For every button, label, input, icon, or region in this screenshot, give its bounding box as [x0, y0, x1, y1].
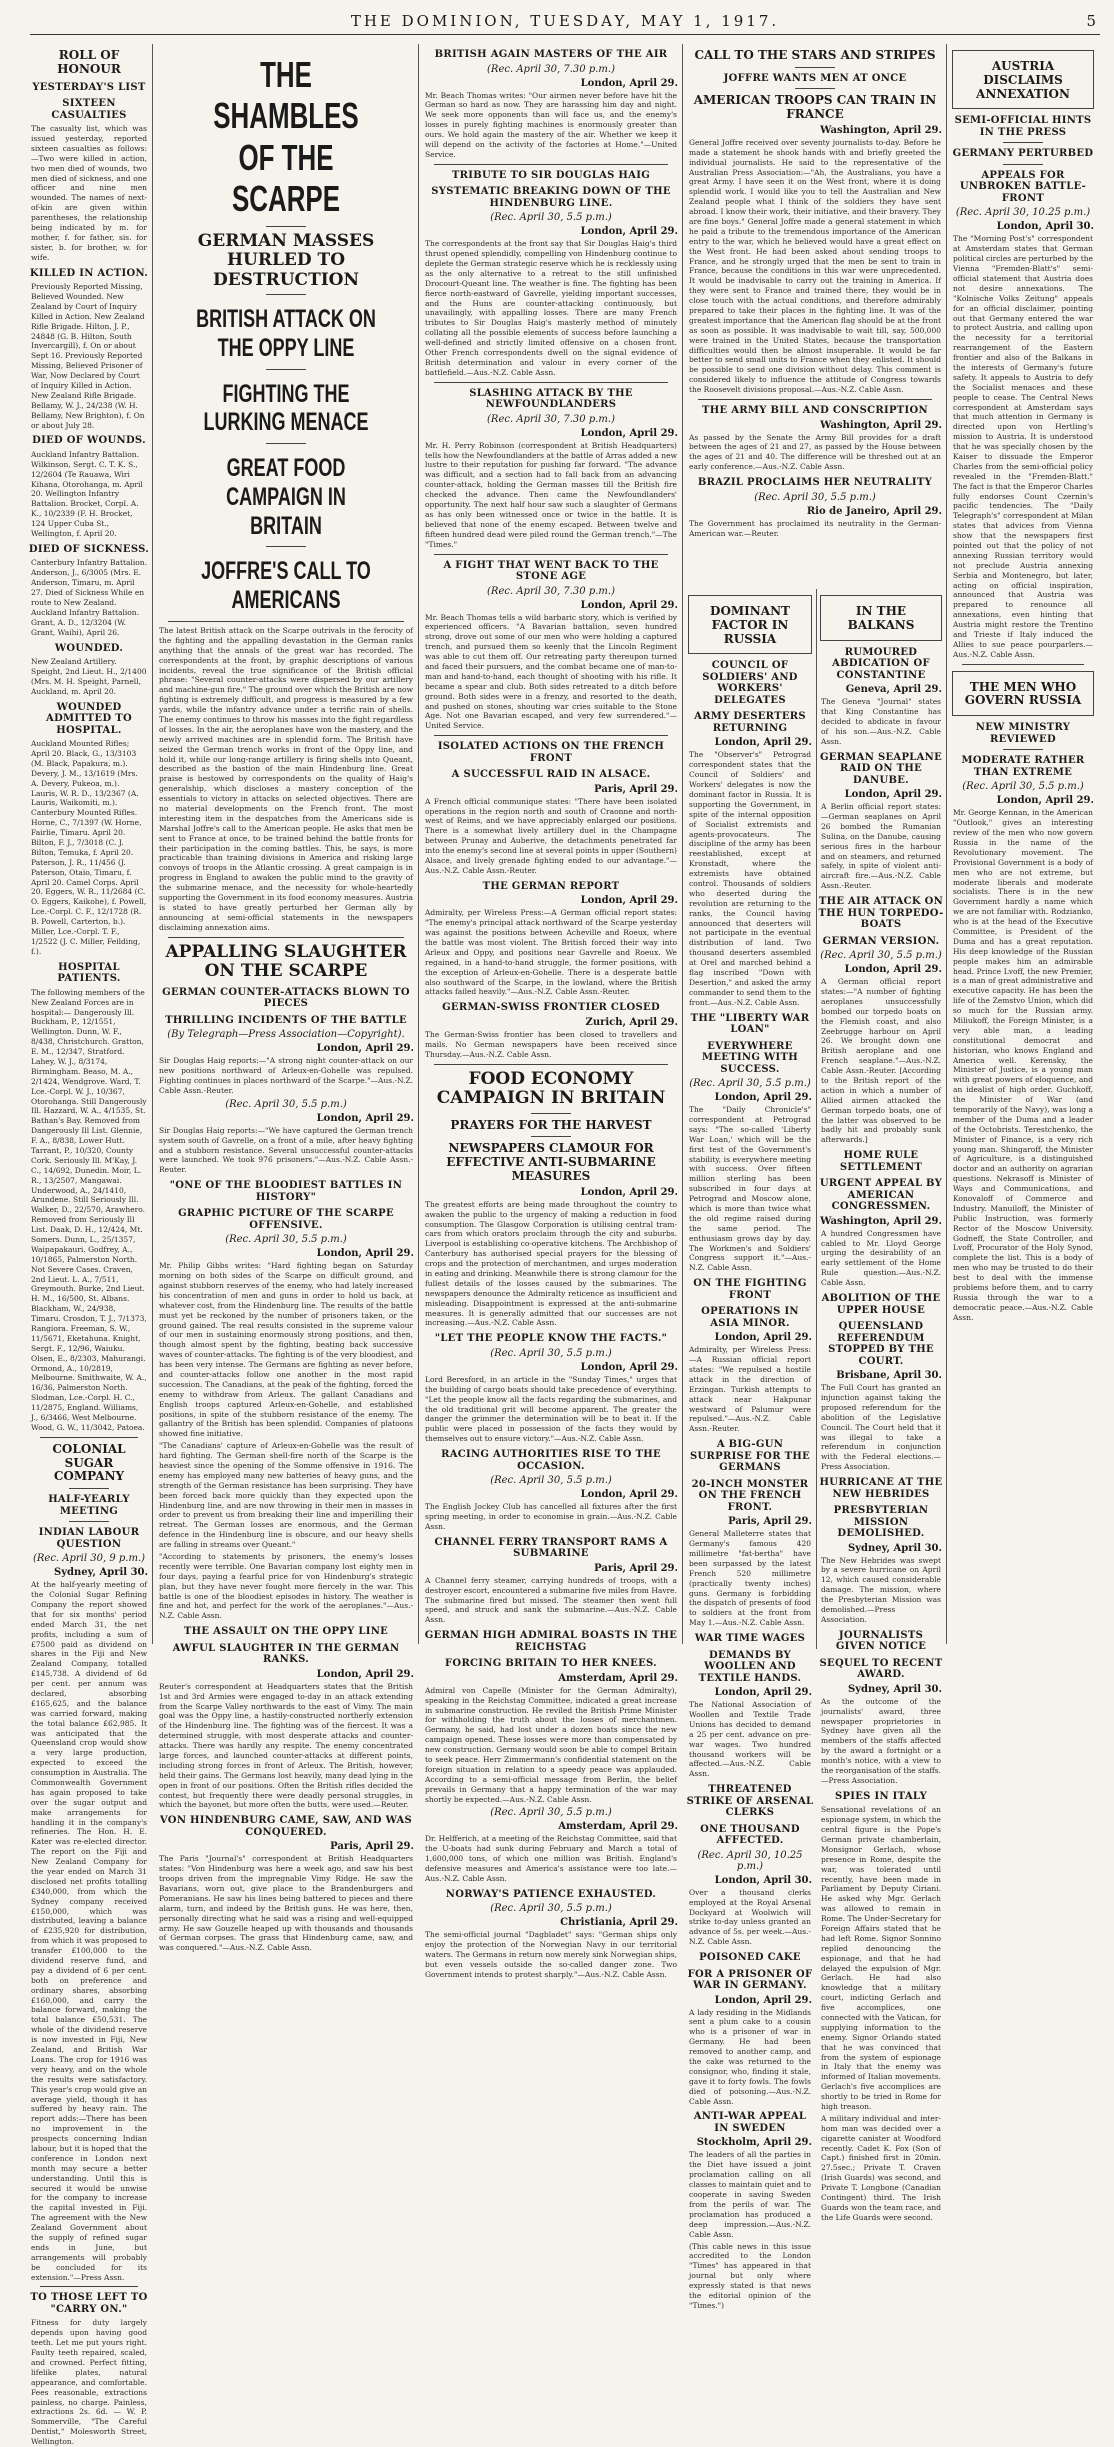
russia-govern-box [952, 671, 1094, 717]
received-line: (Rec. April 30, 10.25 p.m.) [955, 207, 1091, 219]
bloodiest-subhead: "ONE OF THE BLOODIEST BATTLES IN HISTORY" [169, 1180, 403, 1203]
queensland-subhead: QUEENSLAND REFERENDUM STOPPED BY THE COURT. [828, 1321, 934, 1367]
column-rule [946, 44, 947, 1644]
divider [40, 1437, 138, 1438]
oppy-subhead: THE ASSAULT ON THE OPPY LINE [183, 1626, 389, 1638]
kennan-article: Mr. George Kennan, in the American "Outlook," gives an interesting review of the men who now govern Russia in the name of the Revolutionary movement. The Provisional Government is a body of men who are not extreme, but moderate liberals and moderate socialists. There is in the new Government hardly a name which we are not familiar with. Rodzianko, who is at the head of the Executive Committee, is President of the Duma and has a great reputation. His deep knowledge of the Russian people makes him an admirable head. Prince Lvoff, the new Premier, is a man of great administrative and executive capacity. He has been the life of the Zemstvo Union, which did so much for the Russian army. Miliukoff, the Foreign Minister, is a very able man, a leading constitutional democrat and historian, who knows England and America well. Kerensky, the Minister of Justice, is a young man with great powers of eloquence, and an idealist of high order. Guchkoff, the Minister of War (and temporarily of the Navy), was long a member of the Duma and a leader of the Octobrists. Terestchenko, the Minister of Finance, is a very rich young man. Shingaroff, the Minister of Agriculture, is a distinguished doctor and an authority on agrarian questions. Nekrasoff is Minister of Ways and Communications, and Konovaloff of Commerce and Industry. Manuiloff, the Minister of Public Instruction, was formerly Rector of the Moscow University. Godneff, the State Controller, and Lvoff, Procurator of the Holy Synod, complete the list. This is a body of men who may be trusted to do their best to deal with the immense problems before them, and to carry Russia through the war to a democratic peace.—Aus.-N.Z. Cable Assn. [953, 808, 1093, 1322]
dateline: Sydney, April 30. [54, 1567, 148, 1579]
headline-lurking-menace: FIGHTING THE LURKING MENACE [203, 379, 369, 437]
dateline: London, April 29. [714, 1994, 812, 2006]
home-rule-article: A hundred Congressmen have cabled to Mr. Lloyd George urging the desirability of an early settlement of the Home Rule question.—Aus.-N.Z. Cable Assn. [821, 1228, 941, 1288]
tribute-article: The correspondents at the front say that Sir Douglas Haig's third thrust opened splendidly, compelling von Hindenburg continue to deplete the German strategic reserve which he is recklessly using as the only alternative to a retreat to the still unfinished Drocourt-Queant line. The weather is fine. The fighting has been fierce north-eastward of Gavrelle, yielding important successes, and the Huns are counter-attacking continuously, but unavailingly, with appalling losses. There are many French tributes to Sir Douglas Haig's masterly method of minutely collating all the possible elements of success before launching a well-defined and strictly limited offensive on a chosen front. Other French correspondents dwell on the signal evidence of British determination and valour in every corner of the battlefield.—Aus.-N.Z. Cable Assn. [425, 239, 677, 377]
copyright-line: (By Telegraph—Press Association—Copyright). [167, 1029, 405, 1041]
dateline: London, April 29. [580, 599, 678, 611]
council-subhead: COUNCIL OF SOLDIERS' AND WORKERS' DELEGATES [702, 660, 798, 706]
sugar-headline: COLONIAL SUGAR COMPANY [52, 1441, 126, 1484]
joffre-article: General Joffre received over seventy journalists to-day. Before he made a statement he shook hands with and briefly greeted the individual journalists. He said to the representative of the Australian Press Association:—"Ah, the Australians, you have a great Army. I have seen it on the West front, where it is doing splendid work. I would like you to tell the Australian and New Zealand people what I think of the soldiers they have sent abroad. I know their work, their initiative, and their bravery. They are fine boys." General Joffre made a general statement in which he paid a tribute to the tremendous importance of the American entry to the war, which he believed would have a great effect on the West front. He had been asked about sending troops to France, and he strongly urged that the men be sent to train in France, because the conditions in this war were unprecedented. It would be inadvisable to carry out the training in America. If they were sent to France and trained there, they would be in close touch with the actual conditions, and therefore admirably prepared to take their places in the fighting line. It was of the greatest importance that the American flag should be at the front as soon as possible. It was inadvisable to wait till, say, 500,000 were trained in the United States, because the transportation difficulties would then be almost insuperable. It would be far better to send small units to France when they enlisted. It should be possible to send one division without delay. This comment is considered likely to influence the attitude of Congress towards the Roosevelt divisions proposal.—Aus.-N.Z. Cable Assn. [689, 137, 941, 395]
thrilling-subhead: THRILLING INCIDENTS OF THE BATTLE [165, 1014, 407, 1026]
halfyear-subhead: HALF-YEARLY MEETING [48, 1494, 130, 1517]
poisoned-cake-article: A lady residing in the Midlands sent a plum cake to a cousin who is a prisoner of war in Germany. He had been removed to another camp, and the cake was returned to the consignor, who, finding it stale, gave it to forty fowls. The fowls died of poisoning.—Aus.-N.Z. Cable Assn. [689, 2007, 811, 2106]
dateline: London, April 29. [580, 1489, 678, 1501]
divider [434, 554, 668, 555]
dateline: London, April 29. [316, 1248, 414, 1260]
divider [698, 399, 932, 400]
divider [266, 369, 306, 370]
dateline: London, April 29. [844, 789, 942, 801]
headline-german-masses: GERMAN MASSES HURLED TO DESTRUCTION [197, 230, 375, 290]
haig-report-1: Sir Douglas Haig reports:—"A strong night counter-attack on our new positions northward of Arleux-en-Gohelle was repulsed. Fighting continues in places northward of the Scarpe."—Aus.-N.Z. Cable Assn.-Reuter. [159, 1056, 413, 1095]
dateline: Amsterdam, April 29. [558, 1821, 678, 1833]
journal-article: The Paris "Journal's" correspondent at British Headquarters states: "Von Hindenburg was here a week ago, and saw his best troops driven from the impregnable Vimy Ridge. He saw the Bavarians, worn out, give place to the Brandenburgers and Pomeranians. He saw his lines being battered to pieces and there alarm, turn, and indeed by the British guns. He was here, then, personally directing what he said was a rising and well-equipped army. He saw Gouzelle heaped up with thousands and thousands of German corpses. The grass that Hindenburg came, saw, and was conquered."—Aus.-N.Z. Cable Assn. [159, 1854, 413, 1953]
abdication-subhead: RUMOURED ABDICATION OF CONSTANTINE [832, 646, 930, 681]
wounded-heading: WOUNDED. [54, 642, 124, 654]
stone-age-article: Mr. Beach Thomas tells a wild barbaric story, which is verified by experienced officers. "A Bavarian battalion, seven hundred strong, drove out some of our men who were holding a captured trench, and pursued them so keenly that the Lincoln Regiment was able to cut them off. Our retreating party thereupon turned and faced their pursuers, and the combat became one of man-to-man and hand-to-hand, each thought of shooting with his rifle. It became a spear and club. Both sides retreated to a ditch before ground. Both sides were in a frenzy, and resorted to the death, and pushed on stones, shouting war cries suitable to the Stone Age. Not one Bavarian escaped, and very few surrendered."—United Service. [425, 612, 677, 731]
seaplane-headline: GERMAN SEAPLANE RAID ON THE DANUBE. [819, 751, 943, 786]
headline-oppy-line: BRITISH ATTACK ON THE OPPY LINE [196, 305, 376, 362]
dateline: London, April 29. [580, 226, 678, 238]
demands-subhead: DEMANDS BY WOOLLEN AND TEXTILE HANDS. [698, 1649, 802, 1684]
divider [168, 621, 404, 622]
wages-article: The National Association of Woollen and Textile Trade Unions has decided to demand a 25 per cent. advance on pre-war wages. Two hundred thousand workers will be affected.—Aus.-N.Z. Cable Assn. [689, 1700, 811, 1779]
prayers-subhead: PRAYERS FOR THE HARVEST [450, 1117, 652, 1132]
dateline: Geneva, April 29. [845, 684, 942, 696]
capelle-article: Admiral von Capelle (Minister for the German Admiralty), speaking in the Reichstag Committee, indicated a great increase in submarine construction. He reviled the British Prime Minister for withholding the truth about the losses of merchantmen. Germany, he said, had lost under a dozen boats since the new campaign opened. These losses were more than compensated by new construction. Germany would soon be able to compel Britain to seek peace. Herr Zimmermann's confidential statement on the foreign situation in relation to a speedy peace was applauded. According to a semi-official message from Berlin, the belief prevails in Germany that a happy termination of the war may shortly be expected.—Aus.-N.Z. Cable Assn. [425, 1685, 677, 1804]
dateline: London, April 29. [996, 795, 1094, 807]
one-thousand-subhead: ONE THOUSAND AFFECTED. [700, 1823, 800, 1847]
arsenal-headline: THREATENED STRIKE OF ARSENAL CLERKS [686, 1784, 814, 1819]
sweden-article: The leaders of all the parties in the Diet have issued a joint proclamation calling on all classes to maintain quiet and to cooperate in saving Sweden from the perils of war. The proclamation has produced a deep impression.—Aus.-N.Z. Cable Assn. [689, 2150, 811, 2239]
newfoundlanders-headline: SLASHING ATTACK BY THE NEWFOUNDLANDERS [469, 387, 633, 411]
dateline: Rio de Janeiro, April 29. [806, 505, 942, 517]
died-sickness-list: Canterbury Infantry Battalion. Anderson, J., 6/3005 (Mrs. E. Anderson, Timaru, m. April 27. Died of Sickness While en route to New Zealand. Auckland Infantry Battalion. Grant, A. D., 12/3204 (W. Grant, Waihi), April 26. [31, 558, 148, 637]
dateline: Stockholm, April 29. [696, 2137, 812, 2149]
died-wounds-list: Auckland Infantry Battalion. Wilkinson, Sergt. C. T. K. S., 12/2604 (Te Rauawa, Wiri Kihana, Otorohanga, m. April 20. Wellington Infantry Battalion. Brocket, Corpl. A. K., 10/2339 (F. H. Brocket, 124 Upper Cuba St., Wellington, f. April 20. [31, 449, 143, 539]
divider [434, 1064, 668, 1065]
divider [1003, 749, 1043, 750]
dateline: Paris, April 29. [330, 1841, 414, 1853]
received-line: (Rec. April 30, 5.5 p.m.) [820, 950, 942, 962]
reuter-article: Reuter's correspondent at Headquarters states that the British 1st and 3rd Armies were engaged to-day in an attack extending from the Scarpe Valley northwards to the east of Vimy. The main goal was the Oppy line, a hastily-constructed northerly extension of the Hindenburg line. The fighting was of the fiercest. It was a determined struggle, with most desperate attacks and counter-attacks. There was hardly any respite. The enemy concentrated large forces, and launched counter-attacks at different points, including strong forces in front of Arleux. The British, however, held their gains. The Germans lost heavily, many dead lying in the open in front of our positions. Often the British rifles decided the contest, but frequently there were deadly personal struggles, in which the bayonet, but more often the butts, were used.—Reuter. [159, 1681, 413, 1810]
stone-age-headline: A FIGHT THAT WENT BACK TO THE STONE AGE [443, 559, 659, 582]
received-line: (Rec. April 30, 9 p.m.) [32, 1553, 146, 1565]
dateline: London, April 29. [714, 1332, 812, 1344]
journalists-article: As the outcome of the journalists' award, three newspaper proprietories in Sydney have given all the members of the staffs affected by the award a fortnight or a month's notice, with a view to the reorganisation of the staffs.—Press Association. [821, 1696, 941, 1785]
received-line: (Rec. April 30, 5.5 p.m.) [689, 1078, 811, 1090]
big-gun-headline: A BIG-GUN SURPRISE FOR THE GERMANS [690, 1439, 810, 1474]
died-sickness-heading: DIED OF SICKNESS. [28, 543, 150, 555]
dateline: Christiania, April 29. [560, 1917, 678, 1929]
dateline: London, April 30. [996, 221, 1094, 233]
dateline: Sydney, April 30. [848, 1683, 942, 1695]
admiral-headline: GERMAN HIGH ADMIRAL BOASTS IN THE REICHSTAG [424, 1630, 678, 1653]
dateline: London, April 29. [580, 77, 678, 89]
masthead [30, 8, 1100, 35]
operations-subhead: OPERATIONS IN ASIA MINOR. [701, 1306, 799, 1329]
norway-headline: NORWAY'S PATIENCE EXHAUSTED. [445, 1888, 657, 1900]
brazil-headline: BRAZIL PROCLAIMS HER NEUTRALITY [697, 477, 933, 489]
divider [434, 164, 668, 165]
dateline: Amsterdam, April 29. [558, 1672, 678, 1684]
dateline: London, April 29. [316, 1112, 414, 1124]
air-attack-headline: THE AIR ATTACK ON THE HUN TORPEDO-BOATS [818, 896, 944, 931]
balkans-article: The Geneva "Journal" states that King Constantine has decided to abdicate in favour of his son.—Aus.-N.Z. Cable Assn. [821, 697, 941, 746]
killed-list: Previously Reported Missing, Believed Wounded. New Zealand by Court of Inquiry Killed in Action. New Zealand Rifle Brigade. Hilton, J. P., 24848 (G. B. Hilton, South Invercargill), f. On or about Sept 16. Previously Reported Missing, Believed Prisoner of War, Now Declared by Court of Inquiry Killed in Action. New Zealand Rifle Brigade. Bellamy, W. J., 24/238 (W. H. Bellamy, New Brighton), f. On or about July 28. [31, 282, 145, 430]
home-rule-headline: HOME RULE SETTLEMENT [839, 1150, 923, 1173]
received-line: (Rec. April 30, 5.5 p.m.) [490, 1903, 612, 1915]
austria-article: The "Morning Post's" correspondent at Amsterdam states that German political circles are perturbed by the Vienna "Fremden-Blatt's" semi-official statement that Austria does not desire annexations. The "Kolnische Volks Zeitung" appeals for an official disclaimer, pointing out that Germany entered the war to protect Austria, and calling upon the necessity for a territorial rearrangement of the Eastern frontier and also of the Balkans in the interests of Germany's future safety. It appeals to Austria to defy the Socialist menaces and these people to cease. The Central News correspondent at Amsterdam says that much attention in Germany is directed upon von Hertling's mission to Austria. It is understood that he was specially chosen by the Kaiser to dissuade the Emperor Charles from the semi-official policy revealed in the "Fremden-Blatt." The fact is that the Emperor Charles fully endorses Count Czernin's pacific tendencies. The "Daily Telegraph's" correspondent at Milan states that advices from Vienna show that the newspapers first pointed out that the policy of not annexing Russian territory would not preclude Austria annexing Serbia and Montenegro, but later, acting on official inspiration, announced that Austria was prepared to renounce all annexations, even hinting that Austria might restore the Trentino and Trieste if Italy induced the Allies to sue peace pourparlers.—Aus.-N.Z. Cable Assn. [953, 234, 1093, 659]
joffre-subhead: JOFFRE WANTS MEN AT ONCE [723, 72, 907, 84]
divider [434, 382, 668, 383]
appeals-subhead: APPEALS FOR UNBROKEN BATTLE-FRONT [959, 169, 1087, 204]
dateline: London, April 29. [580, 1186, 678, 1198]
column-rule [152, 44, 153, 1644]
column-main-summary [156, 44, 416, 1953]
fighting-front-headline: ON THE FIGHTING FRONT [693, 1278, 807, 1301]
column-rule [682, 44, 683, 1644]
divider [40, 2286, 138, 2287]
graphic-subhead: GRAPHIC PICTURE OF THE SCARPE OFFENSIVE. [178, 1208, 394, 1231]
gibbs-article: Mr. Philip Gibbs writes: "Hard fighting began on Saturday morning on both sides of the Scarpe on difficult ground, and against stubborn reserves of the enemy, who had lately increased his concentration of men and guns in order to hold us back, at whatever cost, from the Hindenburg line. The results of the battle must yet be reckoned by the number of prisoners taken, or the ground gained. The real results consisted in the supreme valour of our men in sustaining enormously strong positions, and then, though almost spent by the fighting, beating back successive waves of counter-attacks. The fighting is of the very bloodiest, and has been very intense. The Germans are fighting as never before, and counter-attacks follow one another in the most rapid succession. The Canadians, at the peak of the fighting, forced the enemy to withdraw from Arleux. The gallant Canadians and English troops captured Arleux-en-Gohelle, and established positions, in spite of the stubborn resistance of the enemy. The gallantry of the British has been splendid. Companies of platoons showed fine initiative. [159, 1261, 413, 1439]
dentist-ad-title: TO THOSE LEFT TO "CARRY ON." [30, 2292, 148, 2315]
channel-headline: CHANNEL FERRY TRANSPORT RAMS A SUBMARINE [434, 1536, 668, 1560]
hospital-heading: HOSPITAL PATIENTS. [57, 961, 121, 985]
subcolumn-rule [816, 589, 817, 1649]
column-austria-russia [950, 44, 1096, 1644]
haig-report-2: Sir Douglas Haig reports:—"We have captured the German trench system south of Gavrelle, on a front of a mile, after heavy fighting and a stubborn resistance. Several unsuccessful counter-attacks were launched. We took 976 prisoners."—Aus.-N.Z. Cable Assn.-Reuter. [159, 1125, 413, 1175]
divider [434, 735, 668, 736]
masters-air-headline: BRITISH AGAIN MASTERS OF THE AIR [434, 49, 668, 60]
poisoned-cake-headline: POISONED CAKE [699, 1952, 801, 1964]
casualty-intro: The casualty list, which was issued yesterday, reported sixteen casualties as follows:—Two were killed in action, two men died of wounds, two men died of sickness, and one officer and nine men wounded. The names of next-of-kin are given within parentheses, the relationship being indicated by m. for mother, f. for father, sis. for sister, b. for brother, w. for wife. [31, 124, 147, 262]
military-race-article: A military individual and inter-hom man was decided over a cigarette canister at Woodford recently. Cadet K. Fox (Son of Capt.) finished first in 20min. 27.5sec.; Private T. Craven (Irish Guards) was second, and Private T. Longbone (Canadian Contingent) third. The Irish Guards won the team race, and the Life Guards were second. [821, 2113, 941, 2222]
army-bill-article: As passed by the Senate the Army Bill provides for a draft between the ages of 21 and 27, as passed by the House between the ages of 21 and 40. The difference will be threshed out at an early conference.—Aus.-N.Z. Cable Assn. [689, 432, 941, 472]
swiss-headline: GERMAN-SWISS FRONTIER CLOSED [442, 1002, 660, 1014]
air-attack-article: A German official report states:—"A number of fighting aeroplanes unsuccessfully bombed our torpedo boats on the Flemish coast, and also Zeebrugge harbour on April 26. We brought down one British aeroplane and one French seaplane."—Aus.-N.Z. Cable Assn.-Reuter. [According to the British report of the action in which a number of Allied airmen attacked the German torpedo boats, one of the latter was observed to be badly hit and probably sunk afterwards.] [821, 977, 941, 1145]
dateline: London, April 29. [580, 1361, 678, 1373]
moderate-subhead: MODERATE RATHER THAN EXTREME [961, 755, 1085, 778]
dateline: London, April 29. [316, 1668, 414, 1680]
admitted-list: Auckland Mounted Rifles; April 20. Black, G., 13/3103 (M. Black, Papakura, m.). Devery, J. M., 13/1619 (Mrs. A. Devery, Pukeoa, m.). Lauris, W. R. D., 13/2367 (A. Lauris, Waikomiti, m.). Canterbury Mounted Rifles. Horne, C., 7/1397 (W. Horne, Fairlie, Timaru. April 20. Bilton, F. J., 7/3018 (C. J. Bilton, Temuka, f. April 20. Paterson, J. R., 11/456 (J. Paterson, Otaio, Timaru, f. April 20. Camel Corps. April 20. Eggers, W. R., 11/2684 (C. O. Eggers, Kaikohe), f. Powell, Lce.-Corpl. C. F., 12/1728 (R. B. Powell, Carterton, b.). Miller, Lce.-Corpl. T. F., 1/2522 (J. C. Miller, Feilding, f.). [31, 739, 147, 956]
divider [266, 546, 306, 547]
divider [266, 294, 306, 295]
men-govern-headline: THE MEN WHO GOVERN RUSSIA [964, 679, 1082, 708]
dateline: Paris, April 29. [594, 1562, 678, 1574]
received-line: (Rec. April 30, 5.5 p.m.) [490, 1347, 612, 1359]
dateline: Sydney, April 30. [848, 1542, 942, 1554]
hurricane-article: The New Hebrides was swept by a severe hurricane on April 12, which caused considerable damage. The mission, where the Presbyterian Mission was demolished.—Press Association. [821, 1555, 941, 1624]
divider [1003, 164, 1043, 165]
stars-stripes-headline: CALL TO THE STARS AND STRIPES [694, 48, 936, 62]
liberty-loan-headline: THE "LIBERTY WAR LOAN" [690, 1012, 810, 1036]
canadians-paragraph: "The Canadians' capture of Arleux-en-Gohelle was the result of hard fighting. The German shell-fire north of the Scarpe is the heaviest since the opening of the Somme offensive in 1916. The enemy has employed many new batteries of heavy guns, and the strength of the German resistance has been surprising. They have been forced back more quickly than they expected upon the Hindenburg line, and are now throwing in their men in masses in order to prevent us from breaking their line and imperilling their retreat. The German losses are enormous, and the German defence in the Hindenburg line is obscure, and our heavy shells are falling in streams over Queant." [159, 1441, 413, 1550]
yesterday-list: YESTERDAY'S LIST [32, 81, 146, 93]
spies-article: Sensational revelations of an espionage system, in which the central figure is the Pope's German private chamberlain, Monsignor Gerlach, whose presence in Rome, despite the war, was tolerated until recently, have been made in Parliament by Deputy Ciriani. He asked why Mgr. Gerlach was allowed to remain in Rome. The Under-Secretary for Foreign Affairs stated that he had left Rome. Signor Sonnino replied denouncing the espionage, and that he had delayed the expulsion of Mgr. Gerlach. He had also knowledge that a military court, indicting Gerlach and five accomplices, one connected with the Vatican, for supplying information to the enemy. Signor Orlando stated that he was convinced that from the system of espionage in Italy that the enemy was informed of Italian movements. Gerlach's five accomplices are shortly to be tried in Rome for high treason. [821, 1805, 942, 2112]
column-rule [418, 44, 419, 1644]
jockey-article: The English Jockey Club has cancelled all fixtures after the first spring meeting, in order to economise in grain.—Aus.-N.Z. Cable Assn. [425, 1502, 677, 1531]
divider [531, 1113, 571, 1114]
balkans-subcolumn [818, 589, 944, 2222]
russia-subcolumn [686, 589, 814, 2310]
dateline: London, April 29. [714, 1092, 812, 1104]
everywhere-subhead: EVERYWHERE MEETING WITH SUCCESS. [702, 1040, 798, 1075]
urgent-subhead: URGENT APPEAL BY AMERICAN CONGRESSMEN. [819, 1178, 943, 1213]
divider [795, 88, 835, 89]
upper-house-article: The Full Court has granted an injunction against taking the proposed referendum for the abolition of the Legislative Council. The Court held that it was illegal to take a referendum in conjunction with the Federal elections.—Press Association. [821, 1383, 941, 1472]
swiss-article: The German-Swiss frontier has been closed to travellers and mails. No German newspapers have been received since Thursday.—Aus.-N.Z. Cable Assn. [425, 1029, 677, 1059]
food-economy-headline: FOOD ECONOMY CAMPAIGN IN BRITAIN [436, 1068, 666, 1109]
column-roll-of-honour [28, 44, 150, 2447]
sugar-article: At the half-yearly meeting of the Colonial Sugar Refining Company the report showed that for six months' period ended March 31, the net profits, including a sum of £7500 paid as dividend on shares in the Fiji and New Zealand Company, totalled £145,738. A dividend of 6d per cent. per annum was declared, absorbing £165,625, and the balance was carried forward, making the total balance £62,985. It was anticipated that the Queensland crop would show a very large production, expected to exceed the consumption in Australia. The Commonwealth Government has again proposed to take over the sugar output and make arrangements for handling it in the company's refineries. The Hon. H. E. Kater was re-elected director. The report on the Fiji and New Zealand Company for the year ended on March 31 disclosed net profits totalling £340,000, from which the Sydney company received £150,000, which was distributed, leaving a balance of £235,920 for distribution, from which it was proposed to transfer £100,000 to the dividend reserve fund, and pay a dividend of 6 per cent. both on preference and ordinary shares, absorbing £160,000, and carry the balance forward, making the total balance £50,531. The whole of the dividend reserve is now invested in Fiji, New Zealand, and British War Loans. The crop for 1916 was very heavy, and on the whole the results were satisfactory. This year's crop would give an average yield, though it has suffered by heavy rain. The report adds:—There has been no improvement in the prospects concerning Indian labour, but it is hoped that the conference in London next month may secure a better understanding. Until this is secured it would be unwise for the company to increase the capital invested in Fiji. The agreement with the New Zealand Government about the supply of refined sugar ends in June, but arrangements will probably be concluded for its extension."—Press Assn. [31, 1580, 147, 2282]
dateline: Brisbane, April 30. [836, 1370, 942, 1382]
dominant-box [688, 595, 812, 654]
received-line: (Rec. April 30, 7.30 p.m.) [487, 413, 615, 425]
received-line: (Rec. April 30, 5.5 p.m.) [754, 491, 876, 503]
dominant-headline: DOMINANT FACTOR IN RUSSIA [710, 604, 790, 646]
big-gun-article: General Malleterre states that Germany's famous 420 millimetre "fat-bertha" have been surpassed by the latest French 520 millimetre (practically twenty inches) guns. Germany is forbidding the dispatch of presents of food to soldiers at the front from May 1.—Aus.-N.Z. Cable Assn. [689, 1529, 811, 1628]
upper-house-headline: ABOLITION OF THE UPPER HOUSE [821, 1293, 941, 1316]
received-line: (Rec. April 30, 5.5 p.m.) [225, 1098, 347, 1110]
divider [266, 443, 306, 444]
divider [962, 664, 1084, 665]
divider [531, 1136, 571, 1137]
newfoundlanders-article: Mr. H. Perry Robinson (correspondent at British Headquarters) tells how the Newfoundlanders at the battle of Arras added a new lustre to their reputation for pushing far forward. "The advance was difficult, and a section had to fall back from an advancing counter-attack, holding the German masses till the British fire checked the advance. Then came the Newfoundlanders' opportunity. The next half hour saw such a slaughter of Germans as has only been witnessed once or twice in the battle. It is believed that none of the enemy escaped. Between twelve and fifteen hundred dead were piled round the German trench."—The "Times." [425, 440, 677, 549]
hospital-list: The following members of the New Zealand Forces are in hospital:— Dangerously Ill. Buckham, P., 12/1551, Wellington. Dunn, W. F., 8/438, Christchurch. Gratton, E. M., 12/347, Stratford. Lahey, W. J., 8/3174, Birmingham. Beaso, M. A., 2/1424, Wendgrove. Ward, T. Lce.-Corpl. W. J., 10/367, Otorohanga. Still Dangerously Ill. Hazzard, W. A., 4/1535, St. Bathan's Bay. Removed from Dangerously Ill List. Glennie, F. A., 8/838, Lower Hutt. Tarrant, P., 10/320, County Cork. Seriously Ill. M'Kay, J. C., 14/692, Dunedin. Moir, L. R., 13/2507, Mangawai. Underwood, A., 24/1410, Arundene. Still Seriously Ill. Walker, D., 22/570, Arawhero. Removed from Seriously Ill List. Daak, D. H., 12/424, Mt. Somers. Dunn, L., 25/1357, Waipapakauri. Godfrey, A., 10/1865, Palmerston North. Not Severe Cases. Craven, 2nd Lieut. L. A., 7/511, Greymouth. Burke, 2nd Lieut. H. M., 16/500, St. Albans. Blackham, W., 24/938, Timaru. Crosdon, T. J., 7/1373, Rangiora. Freeman, S. W., 11/5671, Eketahuna. Knight, Sergt. F., 12/96, Waiuku. Olsen, E., 8/2303, Mahurangi. Ormond, A., 10/2819, Melbourne. Smithwaite, W. A., 16/36, Palmerston North. Slodman, Lce.-Corpl. H. C., 11/2875, England. Williams, J., 6/3466, West Melbourne. Wood, G. W., 11/3042, Patoea. [31, 987, 147, 1432]
air-article: Mr. Beach Thomas writes: "Our airmen never before have hit the German so hard as now. They are harassing him day and night. We seek more opponents than will face us, and the enemy's losses in purely fighting machines is enormously greater than ours. We hold again the mastery of the air. Whether we keep it will depend on the activity of the factories at Home."—United Service. [425, 90, 677, 159]
died-wounds-heading: DIED OF WOUNDS. [32, 435, 146, 447]
perturbed-subhead: GERMANY PERTURBED [952, 148, 1094, 160]
asia-minor-article: Admiralty, per Wireless Press:—A Russian official report states: "We repulsed a hostile attack in the direction of Erzingan. Turkish attempts to attack near Hakpunar westward of Palumur were repulsed."—Aus.-N.Z. Cable Assn.-Reuter. [689, 1345, 811, 1434]
balkans-box [820, 595, 942, 641]
sixteen-casualties: SIXTEEN CASUALTIES [51, 98, 127, 121]
newspaper-title: THE DOMINION, TUESDAY, MAY 1, 1917. [350, 12, 780, 30]
isolated-headline: ISOLATED ACTIONS ON THE FRENCH FRONT [437, 741, 665, 764]
column-war-news [422, 44, 680, 1979]
wounded-list: New Zealand Artillery. Speight, 2nd Lieut. H., 2/1400 (Mrs. M. H. Speight, Parnell, Auckland, m. April 20. [31, 657, 147, 696]
austria-box [952, 50, 1094, 109]
dateline: London, April 30. [714, 1874, 812, 1886]
war-summary: The latest British attack on the Scarpe outrivals in the ferocity of the fighting and the appalling devastation in the German ranks anything that the annals of the great war has recorded. The correspondents at the front, by graphic descriptions of various incidents, reveal the true significance of the British official phrase: "Several counter-attacks were dispersed by our artillery and machine-gun fire." The ground over which the British are now fighting is extremely difficult, and progress is measured by a few yards, while the infantry advance under a terrific rain of shells. The enemy continues to throw his masses into the fight regardless of losses. In the air, the aeroplanes have won the mastery, and the newly arrived machines are in splendid form. The British have seized the German trench works in front of the Oppy line, and hold it, while our long-range artillery is firing shells into Queant, described as the bastion of the main Hindenburg line. Great praise is bestowed by correspondents on the quality of Haig's generalship, which discloses a mastery conception of the essentials to victory in attacks on selected objectives. There are no material developments on the French front. The most interesting item in the despatches from the Americans side is Marshal Joffre's call to the American people. He asks that men be sent to France at once, to be trained behind the battle fronts for their participation in the coming battles. This, he says, is more practicable than training divisions in America and risking large convoys of troops in the Atlantic crossing. A great campaign is in progress in England to awaken the public mind to the gravity of the submarine menace, and the necessity for whole-heartedly supporting the Government in its food economy measures. Austria is stated to have greatly perturbed her German ally by announcing at semi-official statements in the newspapers disclaiming annexation aims. [159, 625, 413, 932]
alsace-subhead: A SUCCESSFUL RAID IN ALSACE. [451, 769, 651, 781]
divider [795, 67, 835, 68]
german-version-subhead: GERMAN VERSION. [822, 935, 940, 947]
received-line: (Rec. April 30, 7.30 p.m.) [487, 63, 615, 75]
counter-attacks-subhead: GERMAN COUNTER-ATTACKS BLOWN TO PIECES [162, 986, 410, 1010]
chronicle-article: The "Daily Chronicle's" correspondent at Petrograd says: "The so-called 'Liberty War Loan,' which will be the first test of the Government's stability, is everywhere meeting with success. Over fifteen million sterling has been subscribed in four days at Petrograd and Moscow alone, which is more than twice what the old regime raised during the same period. The enthusiasm grows day by day. The Workmen's and Soldiers' Congress support it."—Aus.-N.Z. Cable Assn. [689, 1105, 811, 1273]
dateline: London, April 29. [844, 964, 942, 976]
observer-article: The "Observer's" Petrograd correspondent states that the Council of Soldiers' and Workers' delegates is now the dominant factor in Russia. It is supporting the Government, in spite of the internal opposition of Socialist extremists and agents-provocateurs. The discipline of the army has been reestablished, except at Kronstadt, where the extremists have obtained control. Thousands of soldiers who deserted during the revolution are returning to the ranks, the Council having announced that deserters will not participate in the eventual distribution of land. Two thousand deserters assembled at Orel and marched behind a flag inscribed "Down with Desertion," and asked the army commander to send them to the front.—Aus.-N.Z. Cable Assn. [689, 750, 811, 1007]
spies-headline: SPIES IN ITALY [834, 1790, 928, 1802]
mission-subhead: PRESBYTERIAN MISSION DEMOLISHED. [833, 1505, 929, 1540]
headline-joffre-call: JOFFRE'S CALL TO AMERICANS [201, 557, 371, 615]
anti-war-headline: ANTI-WAR APPEAL IN SWEDEN [693, 2111, 807, 2134]
appalling-headline: APPALLING SLAUGHTER ON THE SCARPE [165, 941, 407, 982]
sequel-subhead: SEQUEL TO RECENT AWARD. [819, 1657, 943, 1681]
received-line: (Rec. April 30, 5.5 p.m.) [490, 1475, 612, 1487]
dateline: Washington, April 29. [820, 419, 942, 431]
journalists-headline: JOURNALISTS GIVEN NOTICE [835, 1629, 927, 1653]
column-america-russia [686, 44, 944, 2310]
beresford-article: Lord Beresford, in an article in the "Sunday Times," urges that the building of cargo boats should take precedence of everything. "Let the people know all the facts regarding the submarines, and the old traditional grit will become apparent. The greater the danger the grimmer the determination will be to beat it. If the public were placed in possession of the facts they would by themselves out to ensure victory."—Aus.-N.Z. Cable Assn. [425, 1374, 677, 1444]
seaplane-article: A Berlin official report states:—German seaplanes on April 26 bombed the Rumanian Sulina, on the Danube, causing serious fires in the harbour and on steamers, and returned safely, in spite of violent anti-aircraft fire.—Aus.-N.Z. Cable Assn.-Reuter. [821, 802, 941, 891]
headline-food-campaign: GREAT FOOD CAMPAIGN IN BRITAIN [226, 454, 346, 540]
monster-subhead: 20-INCH MONSTER ON THE FRENCH FRONT. [691, 1478, 809, 1513]
hints-subhead: SEMI-OFFICIAL HINTS IN THE PRESS [954, 115, 1092, 138]
austria-headline: AUSTRIA DISCLAIMS ANNEXATION [976, 59, 1070, 101]
prisoner-subhead: FOR A PRISONER OF WAR IN GERMANY. [687, 1968, 813, 1992]
dateline: London, April 29. [714, 1687, 812, 1699]
received-line: (Rec. April 30, 5.5 p.m.) [962, 781, 1084, 793]
helfferich-article: Dr. Helfferich, at a meeting of the Reichstag Committee, said that the U-boats had sunk during February and March a total of 1,600,000 tons, of which one million was British. England's defensive measures and America's assistance were too late.—Aus.-N.Z. Cable Assn. [425, 1834, 677, 1883]
main-headline: THE SHAMBLES OF THE SCARPE [213, 54, 359, 220]
divider [1003, 142, 1043, 143]
german-report-article: Admiralty, per Wireless Press:—A German official report states: "The enemy's principal attack northward of the Scarpe yesterday was against the positions between Acheville and Roeux, where the battle was most violent. The British forced their way into Arleux and Oppy, and positions near Gavrelle and Roeux. We regained, in a hand-to-hand struggle, the former positions, with the exception of Arleux-en-Gohelle. There is a desperate battle also southward of the Scarpe, in the lowland, where the British attacks failed heavily."—Aus.-N.Z. Cable Assn.-Reuter. [425, 908, 677, 997]
received-line: (Rec. April 30, 10.25 p.m.) [697, 1849, 803, 1872]
received-line: (Rec. April 30, 5.5 p.m.) [490, 1807, 612, 1819]
newspapers-subhead: NEWSPAPERS CLAMOUR FOR EFFECTIVE ANTI-SUBMARINE MEASURES [446, 1141, 656, 1183]
racing-subhead: RACING AUTHORITIES RISE TO THE OCCASION. [441, 1449, 661, 1472]
tribute-headline: TRIBUTE TO SIR DOUGLAS HAIG [451, 169, 651, 181]
german-report-headline: THE GERMAN REPORT [482, 880, 620, 892]
brazil-article: The Government has proclaimed its neutrality in the German-American war.—Reuter. [689, 518, 941, 538]
dateline: London, April 29. [580, 895, 678, 907]
received-line: (Rec. April 30, 7.30 p.m.) [487, 585, 615, 597]
divider [69, 1521, 109, 1522]
forcing-subhead: FORCING BRITAIN TO HER KNEES. [445, 1658, 657, 1670]
dateline: London, April 29. [316, 1043, 414, 1055]
food-article: The greatest efforts are being made throughout the country to awaken the public to the urgency of making a reduction in food consumption. The Glasgow Corporation is utilising central tram-cars from which orators proclaim through the city and suburbs. Liverpool is establishing co-operative kitchens. The Archbishop of Canterbury has authorised special prayers for the blessing of crops and the protection of merchantmen, and urges moderation in eating and drinking. Meanwhile there is strong clamour for the fullest details of the losses caused by the submarines. The newspapers denounce the Admiralty reticence as insufficient and misleading. Disappointment is expressed at the anti-submarine measures. It is generally admitted that our successes are not increasing.—Aus.-N.Z. Cable Assn. [425, 1199, 677, 1328]
page-number: 5 [1086, 12, 1096, 30]
systematic-subhead: SYSTEMATIC BREAKING DOWN OF THE HINDENBURG LINE. [431, 186, 671, 209]
let-people-subhead: "LET THE PEOPLE KNOW THE FACTS." [434, 1333, 668, 1345]
roll-title: ROLL OF HONOUR [57, 48, 121, 76]
america-block [686, 49, 944, 589]
split-section [686, 589, 944, 2310]
wages-headline: WAR TIME WAGES [694, 1633, 806, 1645]
dateline: Washington, April 29. [820, 124, 942, 136]
indian-subhead: INDIAN LABOUR QUESTION [38, 1527, 140, 1550]
awful-subhead: AWFUL SLAUGHTER IN THE GERMAN RANKS. [172, 1642, 400, 1666]
divider [69, 1488, 109, 1489]
deserters-subhead: ARMY DESERTERS RETURNING [694, 711, 806, 734]
dateline: Washington, April 29. [820, 1215, 942, 1227]
balkans-headline: IN THE BALKANS [847, 604, 915, 632]
times-note: (This cable news in this issue accredited to the London "Times" has appeared in that journal but only where expressly stated is that news the editorial opinion of the "Times.") [689, 2241, 811, 2310]
hindenburg-subhead: VON HINDENBURG CAME, SAW, AND WAS CONQUERED. [159, 1815, 413, 1838]
dateline: London, April 29. [580, 427, 678, 439]
received-line: (Rec. April 30, 5.5 p.m.) [225, 1234, 347, 1246]
prisoners-paragraph: "According to statements by prisoners, the enemy's losses recently were terrible. One Bavarian company lost eighty men in four days, paying a fearful price for von Hindenburg's strategic plan, but they have never fought more fiercely in the war. This battle is one of the bloodiest episodes in history. The weather is fine and hot, and perfect for the work of the aeroplanes."—Aus.-N.Z. Cable Assn. [159, 1552, 413, 1621]
killed-heading: KILLED IN ACTION. [29, 267, 149, 279]
arsenal-article: Over a thousand clerks employed at the Royal Arsenal Dockyard at Woolwich will strike to-day unless granted an advance of 5s. per week.—Aus.-N.Z. Cable Assn. [689, 1887, 811, 1947]
army-bill-headline: THE ARMY BILL AND CONSCRIPTION [702, 405, 928, 417]
admitted-heading: WOUNDED ADMITTED TO HOSPITAL. [46, 701, 132, 736]
received-line: (Rec. April 30, 5.5 p.m.) [490, 212, 612, 224]
dateline: Zurich, April 29. [585, 1016, 678, 1028]
dateline: Paris, April 29. [594, 783, 678, 795]
channel-article: A Channel ferry steamer, carrying hundreds of troops, with a destroyer escort, encountered a submarine five miles from Havre. The submarine fired but missed. The steamer then went full speed, and struck and sank the submarine.—Aus.-N.Z. Cable Assn. [425, 1575, 677, 1625]
norway-article: The semi-official journal "Dagbladet" says: "German ships only enjoy the protection of the Norwegian Navy in our territorial waters. The Germans in return now merely sink Norwegian ships, but even vessels outside the so-called danger zone. Two Government intends to protest sharply."—Aus.-N.Z. Cable Assn. [425, 1930, 677, 1979]
dateline: Paris, April 29. [728, 1516, 812, 1528]
divider [266, 226, 306, 227]
american-troops-subhead: AMERICAN TROOPS CAN TRAIN IN FRANCE [693, 93, 937, 122]
hurricane-headline: HURRICANE AT THE NEW HEBRIDES [819, 1477, 943, 1500]
dentist-ad-text: Fitness for duty largely depends upon having good teeth. Let me put yours right. Faulty teeth repaired, scaled, and crowned. Perfect fitting, lifelike plates, natural appearance, and comfortable. Fees reasonable, extractions painless, no charge. Painless, extractions 2s. 6d. — W. P. Sommerville, "The Careful Dentist," Molesworth Street, Wellington. [31, 2318, 147, 2447]
french-communique: A French official communique states: "There have been isolated operations in the region north and south of Craonne and north-west of Reims, and we have appreciably enlarged our positions. There is a somewhat lively artillery duel in the Champagne between Prunay and Auberive, the detachments penetrated far into the enemy's second line at several points in upper (Southern) Alsace, and lively grenade fighting ended to our advantage."—Aus.-N.Z. Cable Assn.-Reuter. [425, 796, 677, 875]
new-ministry-subhead: NEW MINISTRY REVIEWED [975, 722, 1071, 745]
divider [168, 937, 404, 938]
dateline: London, April 29. [714, 737, 812, 749]
